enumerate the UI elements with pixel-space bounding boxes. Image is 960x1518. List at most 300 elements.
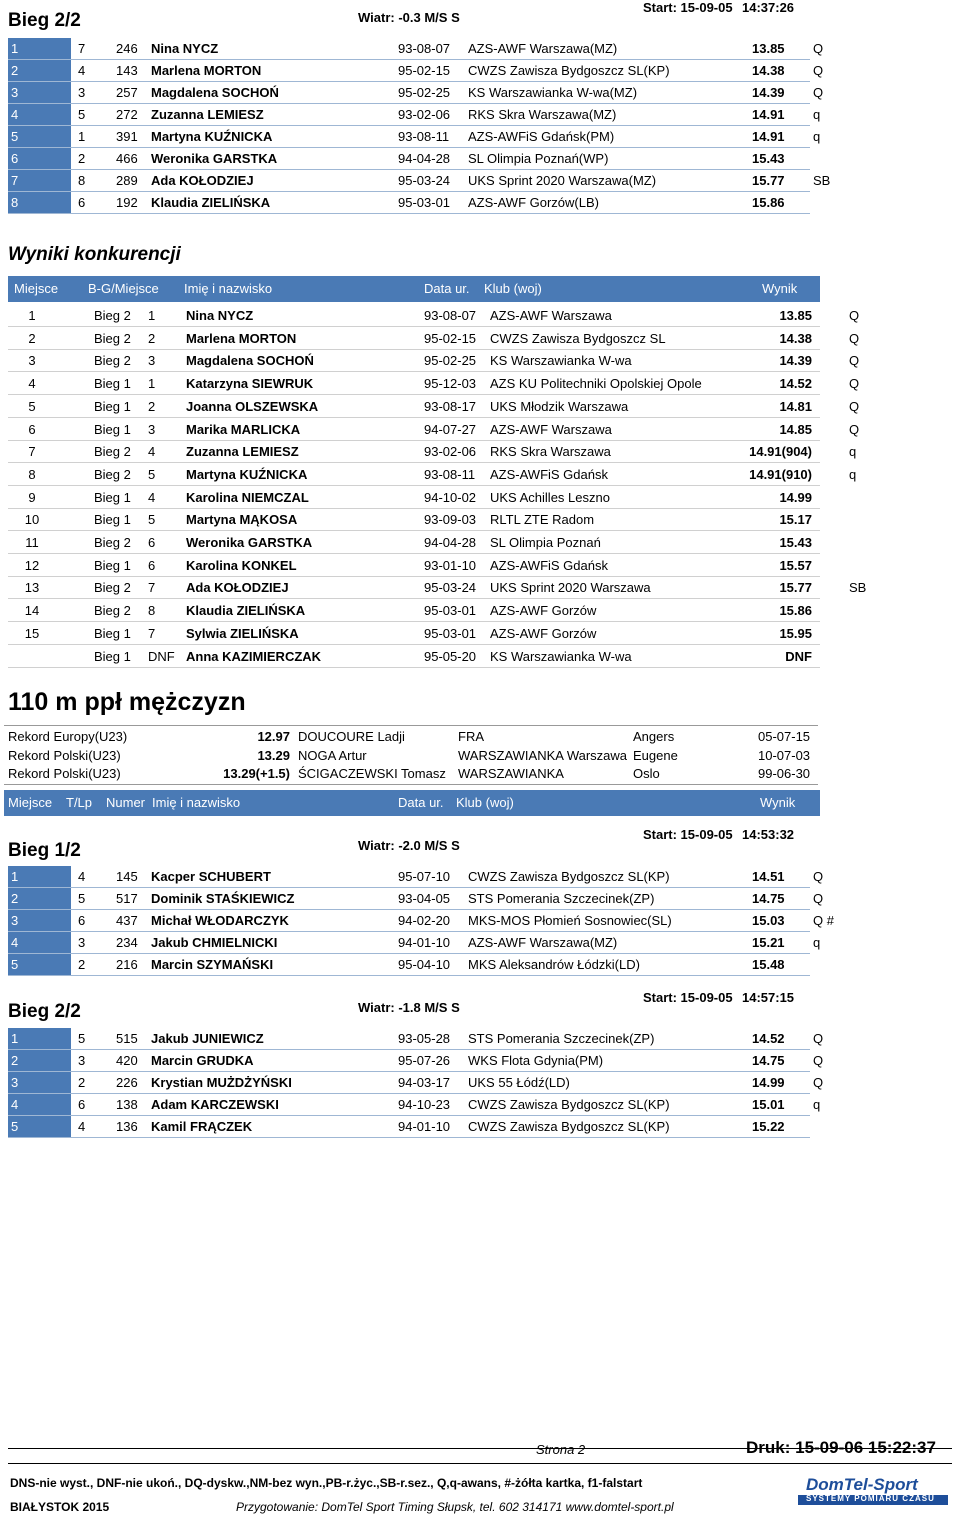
lane-cell: 5	[78, 1031, 86, 1046]
heat-place-cell: 1	[148, 376, 156, 392]
place-cell: 10	[24, 512, 40, 528]
heat-row	[8, 910, 834, 932]
bib-cell: 136	[116, 1119, 138, 1134]
place-cell: 1	[8, 1028, 71, 1049]
place-cell: 13	[24, 580, 40, 596]
dob-cell: 93-08-07	[424, 308, 477, 323]
result-cell: 14.91	[752, 129, 785, 144]
result-cell: 15.17	[779, 512, 812, 528]
athlete-name: Kacper SCHUBERT	[151, 869, 271, 884]
result-cell: 15.21	[752, 935, 785, 950]
qualifier-cell: Q	[813, 1075, 824, 1090]
club-cell: MKS Aleksandrów Łódzki(LD)	[468, 957, 640, 972]
footer-page: Strona 2	[536, 1442, 586, 1457]
qualifier-cell: Q	[813, 63, 824, 78]
lane-cell: 5	[78, 107, 86, 122]
qualifier-cell: Q	[849, 330, 860, 346]
record-date: 10-07-03	[758, 747, 811, 763]
heat-row	[8, 1094, 821, 1116]
result-cell: 15.22	[752, 1119, 785, 1134]
result-cell: 15.77	[752, 173, 785, 188]
dob-cell: 95-07-10	[398, 869, 451, 884]
athlete-name: Krystian MUŻDŻYŃSKI	[151, 1075, 292, 1090]
athlete-name: Klaudia ZIELIŃSKA	[186, 603, 306, 619]
dob-cell: 93-01-10	[424, 557, 477, 573]
result-cell: 14.39	[752, 85, 785, 100]
place-cell: 8	[8, 192, 71, 213]
col-miejsce: Miejsce	[8, 795, 53, 810]
place-cell: 7	[8, 170, 71, 191]
club-cell: AZS-AWF Warszawa	[490, 421, 612, 437]
place-cell: 8	[28, 466, 36, 482]
lane-cell: 3	[78, 935, 86, 950]
dob-cell: 93-09-03	[424, 512, 477, 528]
dob-cell: 93-02-06	[398, 107, 451, 122]
athlete-name: Martyna KUŹNICKA	[186, 466, 308, 482]
record-place: Oslo	[633, 766, 660, 781]
place-cell: 4	[8, 104, 71, 125]
heat-cell: Bieg 1	[94, 376, 131, 392]
heat-place-cell: 5	[148, 466, 156, 482]
table-row	[8, 508, 820, 531]
place-cell: 5	[8, 1116, 71, 1137]
result-cell: 15.43	[779, 535, 812, 550]
place-cell: 1	[8, 866, 71, 887]
heat-cell: Bieg 2	[94, 444, 131, 460]
athlete-name: Marlena MORTON	[186, 330, 297, 346]
lane-cell: 6	[78, 195, 86, 210]
heat2-start-time: 14:53:32	[742, 827, 795, 842]
bib-cell: 143	[116, 63, 138, 78]
qualifier-cell: q	[813, 1097, 821, 1112]
club-cell: CWZS Zawisza Bydgoszcz SL	[490, 330, 666, 346]
col-numer: Numer	[106, 795, 146, 810]
heat2-start: Start: 15-09-05	[643, 827, 733, 842]
athlete-name: Weronika GARSTKA	[151, 151, 278, 166]
record-label: Rekord Polski(U23)	[8, 747, 121, 763]
club-cell: CWZS Zawisza Bydgoszcz SL(KP)	[468, 1097, 670, 1112]
qualifier-cell: Q	[849, 398, 860, 414]
qualifier-cell: Q	[813, 891, 824, 906]
record-place: Angers	[633, 729, 675, 744]
logo-text: DomTel-Sport	[806, 1475, 918, 1494]
heat-row	[8, 38, 824, 60]
lane-cell: 3	[78, 85, 86, 100]
heat3-title: Bieg 2/2	[8, 1001, 81, 1022]
col-bg: B-G/Miejsce	[88, 281, 159, 296]
dob-cell: 94-01-10	[398, 935, 451, 950]
result-cell: 15.77	[779, 580, 812, 596]
bib-cell: 226	[116, 1075, 138, 1090]
result-cell: 14.85	[779, 421, 812, 437]
dob-cell: 95-02-25	[424, 353, 477, 369]
lane-cell: 1	[78, 129, 86, 144]
bib-cell: 216	[116, 957, 138, 972]
table-row	[8, 622, 820, 645]
record-holder: DOUCOURE Ladji	[298, 729, 405, 744]
lane-cell: 4	[78, 63, 86, 78]
place-cell: 7	[28, 444, 36, 460]
heat-row	[8, 1116, 810, 1138]
heat-cell: Bieg 1	[94, 398, 131, 414]
record-holder: ŚCIGACZEWSKI Tomasz	[298, 766, 446, 781]
result-cell: 15.48	[752, 957, 785, 972]
club-cell: UKS 55 Łódź(LD)	[468, 1075, 570, 1090]
place-cell: 12	[24, 557, 40, 573]
dob-cell: 93-08-17	[424, 398, 477, 414]
result-cell: 14.81	[779, 398, 812, 414]
place-cell: 9	[28, 489, 36, 505]
athlete-name: Marlena MORTON	[151, 63, 262, 78]
dob-cell: 95-02-15	[398, 63, 451, 78]
heat1-start: Start: 15-09-05	[643, 0, 733, 15]
club-cell: UKS Młodzik Warszawa	[490, 398, 629, 414]
record-club: FRA	[458, 729, 484, 744]
bib-cell: 192	[116, 195, 138, 210]
qualifier-cell: q	[813, 107, 821, 122]
heat-cell: Bieg 2	[94, 353, 131, 369]
place-cell: 4	[28, 376, 36, 392]
heat-cell: Bieg 2	[94, 466, 131, 482]
bib-cell: 272	[116, 107, 138, 122]
col-miejsce: Miejsce	[14, 281, 59, 296]
footer-rule-mid	[8, 1463, 952, 1464]
place-cell: 2	[8, 888, 71, 909]
dob-cell: 95-03-24	[424, 580, 477, 596]
club-cell: AZS-AWFiS Gdańsk	[490, 466, 608, 482]
qualifier-cell: q	[813, 129, 821, 144]
heat3-start-time: 14:57:15	[742, 990, 795, 1005]
heat-row	[8, 888, 824, 910]
heat-cell: Bieg 1	[94, 489, 131, 505]
dob-cell: 93-08-11	[398, 129, 450, 144]
dob-cell: 93-04-05	[398, 891, 451, 906]
dob-cell: 94-04-28	[398, 151, 451, 166]
heat-place-cell: 6	[148, 535, 156, 550]
men-title: 110 m ppł mężczyzn	[8, 688, 246, 716]
heat-row	[8, 126, 821, 148]
record-label: Rekord Polski(U23)	[8, 766, 121, 781]
dob-cell: 94-10-02	[424, 489, 477, 505]
athlete-name: Martyna MĄKOSA	[186, 512, 298, 528]
bib-cell: 515	[116, 1031, 138, 1046]
dob-cell: 93-05-28	[398, 1031, 451, 1046]
club-cell: STS Pomerania Szczecinek(ZP)	[468, 891, 655, 906]
place-cell: 4	[8, 1094, 71, 1115]
club-cell: AZS-AWF Gorzów	[490, 603, 597, 619]
dob-cell: 94-03-17	[398, 1075, 451, 1090]
qualifier-cell: q	[813, 935, 821, 950]
athlete-name: Karolina NIEMCZAL	[186, 489, 309, 505]
qualifier-cell: Q	[813, 1031, 824, 1046]
lane-cell: 6	[78, 913, 86, 928]
club-cell: RKS Skra Warszawa(MZ)	[468, 107, 617, 122]
heat-cell: Bieg 2	[94, 603, 131, 619]
dob-cell: 95-02-15	[424, 330, 477, 346]
result-cell: 14.91(910)	[749, 466, 812, 482]
result-cell: 14.39	[779, 353, 812, 369]
club-cell: AZS KU Politechniki Opolskiej Opole	[490, 376, 702, 392]
lane-cell: 5	[78, 891, 86, 906]
heat-cell: Bieg 2	[94, 580, 131, 596]
qualifier-cell: Q	[849, 353, 860, 369]
qualifier-cell: Q	[813, 869, 824, 884]
club-cell: RKS Skra Warszawa	[490, 444, 611, 460]
logo-subtext: SYSTEMY POMIARU CZASU	[806, 1494, 935, 1503]
dob-cell: 95-03-01	[398, 195, 451, 210]
qualifier-cell: Q	[813, 41, 824, 56]
athlete-name: Jakub JUNIEWICZ	[151, 1031, 264, 1046]
heat-row	[8, 192, 810, 214]
club-cell: AZS-AWF Warszawa	[490, 308, 612, 323]
record-row	[8, 765, 816, 783]
table-row	[8, 418, 820, 441]
col-club: Klub (woj)	[456, 795, 514, 810]
table-row	[8, 327, 820, 350]
qualifier-cell: Q	[849, 376, 860, 392]
lane-cell: 6	[78, 1097, 86, 1112]
athlete-name: Kamil FRĄCZEK	[151, 1119, 253, 1134]
record-holder: NOGA Artur	[298, 747, 367, 763]
qualifier-cell: Q	[813, 1053, 824, 1068]
place-cell: 2	[8, 60, 71, 81]
place-cell: 1	[8, 38, 71, 59]
heat-place-cell: 2	[148, 330, 156, 346]
dob-cell: 94-10-23	[398, 1097, 451, 1112]
dob-cell: 95-03-24	[398, 173, 451, 188]
result-cell: 14.99	[779, 489, 812, 505]
result-cell: 15.86	[752, 195, 785, 210]
bib-cell: 257	[116, 85, 138, 100]
col-name: Imię i nazwisko	[184, 281, 273, 296]
club-cell: KS Warszawianka W-wa	[490, 648, 632, 664]
dob-cell: 93-02-06	[424, 444, 477, 460]
club-cell: AZS-AWF Gorzów(LB)	[468, 195, 599, 210]
heat-place-cell: 4	[148, 444, 156, 460]
dob-cell: 95-07-26	[398, 1053, 451, 1068]
athlete-name: Marika MARLICKA	[186, 421, 301, 437]
place-cell: 2	[28, 330, 36, 346]
result-cell: 14.38	[779, 330, 812, 346]
athlete-name: Sylwia ZIELIŃSKA	[186, 625, 299, 641]
club-cell: RLTL ZTE Radom	[490, 512, 595, 528]
men-header	[4, 790, 820, 816]
bib-cell: 466	[116, 151, 138, 166]
athlete-name: Adam KARCZEWSKI	[151, 1097, 279, 1112]
result-cell: 15.03	[752, 913, 785, 928]
place-cell: 3	[8, 1072, 71, 1093]
bib-cell: 517	[116, 891, 138, 906]
qualifier-cell: SB	[813, 173, 831, 188]
club-cell: KS Warszawianka W-wa(MZ)	[468, 85, 638, 100]
footer-druk: Druk: 15-09-06 15:22:37	[746, 1438, 936, 1457]
athlete-name: Weronika GARSTKA	[186, 535, 313, 550]
col-dob: Data ur.	[424, 281, 470, 296]
table-row	[8, 645, 820, 668]
heat-row	[8, 104, 821, 126]
col-name: Imię i nazwisko	[152, 795, 241, 810]
qualifier-cell: SB	[849, 580, 867, 596]
result-cell: 14.91(904)	[749, 444, 812, 460]
athlete-name: Nina NYCZ	[186, 308, 254, 323]
result-cell: 13.85	[779, 308, 812, 323]
heat-place-cell: 7	[148, 625, 156, 641]
dob-cell: 94-07-27	[424, 421, 477, 437]
place-cell: 5	[8, 126, 71, 147]
dob-cell: 95-12-03	[424, 376, 477, 392]
heat-row	[8, 170, 831, 192]
col-tlp: T/Lp	[66, 795, 93, 810]
heat-place-cell: 6	[148, 557, 156, 573]
col-club: Klub (woj)	[484, 281, 542, 296]
club-cell: UKS Sprint 2020 Warszawa(MZ)	[468, 173, 657, 188]
qualifier-cell: Q	[849, 421, 860, 437]
place-cell: 2	[8, 1050, 71, 1071]
heat-place-cell: 7	[148, 580, 156, 596]
heat1-title: Bieg 2/2	[8, 10, 81, 31]
heat-cell: Bieg 1	[94, 625, 131, 641]
heat-row	[8, 82, 824, 104]
heat-place-cell: 3	[148, 421, 156, 437]
heat-place-cell: 1	[148, 308, 156, 323]
heat3-start: Start: 15-09-05	[643, 990, 733, 1005]
heat3-wind: Wiatr: -1.8 M/S S	[358, 1000, 460, 1015]
place-cell: 5	[28, 398, 36, 414]
bib-cell: 437	[116, 913, 138, 928]
heat-place-cell: 4	[148, 489, 156, 505]
heat-row	[8, 60, 824, 82]
qualifier-cell: q	[849, 444, 857, 460]
heat-row	[8, 1028, 824, 1050]
lane-cell: 4	[78, 1119, 86, 1134]
table-row	[8, 349, 820, 372]
result-cell: 14.75	[752, 891, 785, 906]
table-row	[8, 463, 820, 486]
record-date: 99-06-30	[758, 766, 811, 781]
place-cell: 3	[8, 910, 71, 931]
place-cell: 5	[8, 954, 71, 975]
athlete-name: Anna KAZIMIERCZAK	[186, 648, 322, 664]
place-cell: 15	[24, 625, 40, 641]
table-row	[8, 576, 820, 599]
footer-prep: Przygotowanie: DomTel Sport Timing Słupsk, tel. 602 314171 www.domtel-sport.pl	[236, 1500, 674, 1514]
qualifier-cell: q	[849, 466, 857, 482]
bib-cell: 420	[116, 1053, 138, 1068]
athlete-name: Martyna KUŹNICKA	[151, 129, 273, 144]
record-time: 13.29(+1.5)	[223, 766, 290, 781]
lane-cell: 8	[78, 173, 86, 188]
lane-cell: 2	[78, 151, 86, 166]
athlete-name: Marcin SZYMAŃSKI	[151, 957, 274, 972]
club-cell: AZS-AWFiS Gdańsk	[490, 557, 608, 573]
result-cell: 15.86	[779, 603, 812, 619]
heat-place-cell: 3	[148, 353, 156, 369]
table-row	[8, 599, 820, 622]
athlete-name: Katarzyna SIEWRUK	[186, 376, 314, 392]
table-row	[8, 372, 820, 395]
bib-cell: 234	[116, 935, 138, 950]
club-cell: WKS Flota Gdynia(PM)	[468, 1053, 604, 1068]
table-row	[8, 395, 820, 418]
domtel-logo	[798, 1475, 950, 1505]
record-club: WARSZAWIANKA	[458, 766, 564, 781]
dob-cell: 94-02-20	[398, 913, 451, 928]
result-cell: 13.85	[752, 41, 785, 56]
footer-legend: DNS-nie wyst., DNF-nie ukoń., DQ-dyskw.,NM-bez wyn.,PB-r.życ.,SB-r.sez., Q,q-awans, #-żółta kartka, f1-falstart	[10, 1476, 643, 1490]
athlete-name: Dominik STAŚKIEWICZ	[151, 891, 295, 906]
record-place: Eugene	[633, 747, 678, 763]
club-cell: AZS-AWFiS Gdańsk(PM)	[468, 129, 615, 144]
record-label: Rekord Europy(U23)	[8, 729, 128, 744]
result-cell: 15.01	[752, 1097, 785, 1112]
heat-cell: Bieg 2	[94, 308, 131, 323]
lane-cell: 7	[78, 41, 86, 56]
heat-cell: Bieg 2	[94, 535, 131, 550]
dob-cell: 95-03-01	[424, 603, 477, 619]
col-res: Wynik	[762, 281, 798, 296]
club-cell: UKS Sprint 2020 Warszawa	[490, 580, 651, 596]
bib-cell: 138	[116, 1097, 138, 1112]
dob-cell: 95-04-10	[398, 957, 451, 972]
club-cell: KS Warszawianka W-wa	[490, 353, 632, 369]
record-row	[8, 728, 816, 746]
bib-cell: 145	[116, 869, 138, 884]
result-cell: 14.52	[752, 1031, 785, 1046]
place-cell: 14	[24, 603, 40, 619]
heat-row	[8, 1050, 824, 1072]
lane-cell: 3	[78, 1053, 86, 1068]
result-cell: 14.51	[752, 869, 785, 884]
place-cell: 3	[8, 82, 71, 103]
wyniki-header	[8, 276, 820, 302]
table-row	[8, 486, 820, 509]
qualifier-cell: Q	[813, 85, 824, 100]
dob-cell: 95-05-20	[424, 648, 477, 664]
bib-cell: 289	[116, 173, 138, 188]
record-time: 12.97	[257, 729, 290, 744]
lane-cell: 4	[78, 869, 86, 884]
col-dob: Data ur.	[398, 795, 444, 810]
place-cell: 6	[8, 148, 71, 169]
heat-place-cell: 5	[148, 512, 156, 528]
heat-cell: Bieg 1	[94, 557, 131, 573]
heat-row	[8, 954, 810, 976]
club-cell: UKS Achilles Leszno	[490, 489, 610, 505]
athlete-name: Magdalena SOCHOŃ	[186, 353, 314, 369]
dob-cell: 94-04-28	[424, 535, 477, 550]
heat-cell: Bieg 1	[94, 648, 131, 664]
record-time: 13.29	[257, 747, 290, 763]
place-cell: 11	[25, 535, 39, 550]
heat-row	[8, 1072, 824, 1094]
result-cell: 15.57	[779, 557, 812, 573]
heat2-title: Bieg 1/2	[8, 840, 81, 861]
footer-city: BIAŁYSTOK 2015	[10, 1500, 110, 1514]
club-cell: CWZS Zawisza Bydgoszcz SL(KP)	[468, 1119, 670, 1134]
athlete-name: Jakub CHMIELNICKI	[151, 935, 278, 950]
result-cell: 15.43	[752, 151, 785, 166]
qualifier-cell: Q	[849, 308, 860, 323]
result-cell: DNF	[785, 648, 812, 664]
result-cell: 14.99	[752, 1075, 785, 1090]
table-row	[8, 440, 820, 463]
heat-cell: Bieg 1	[94, 512, 131, 528]
heat-place-cell: 8	[148, 603, 156, 619]
bib-cell: 391	[116, 129, 138, 144]
table-row	[8, 531, 820, 554]
record-club: WARSZAWIANKA Warszawa	[458, 747, 628, 763]
col-res: Wynik	[760, 795, 796, 810]
